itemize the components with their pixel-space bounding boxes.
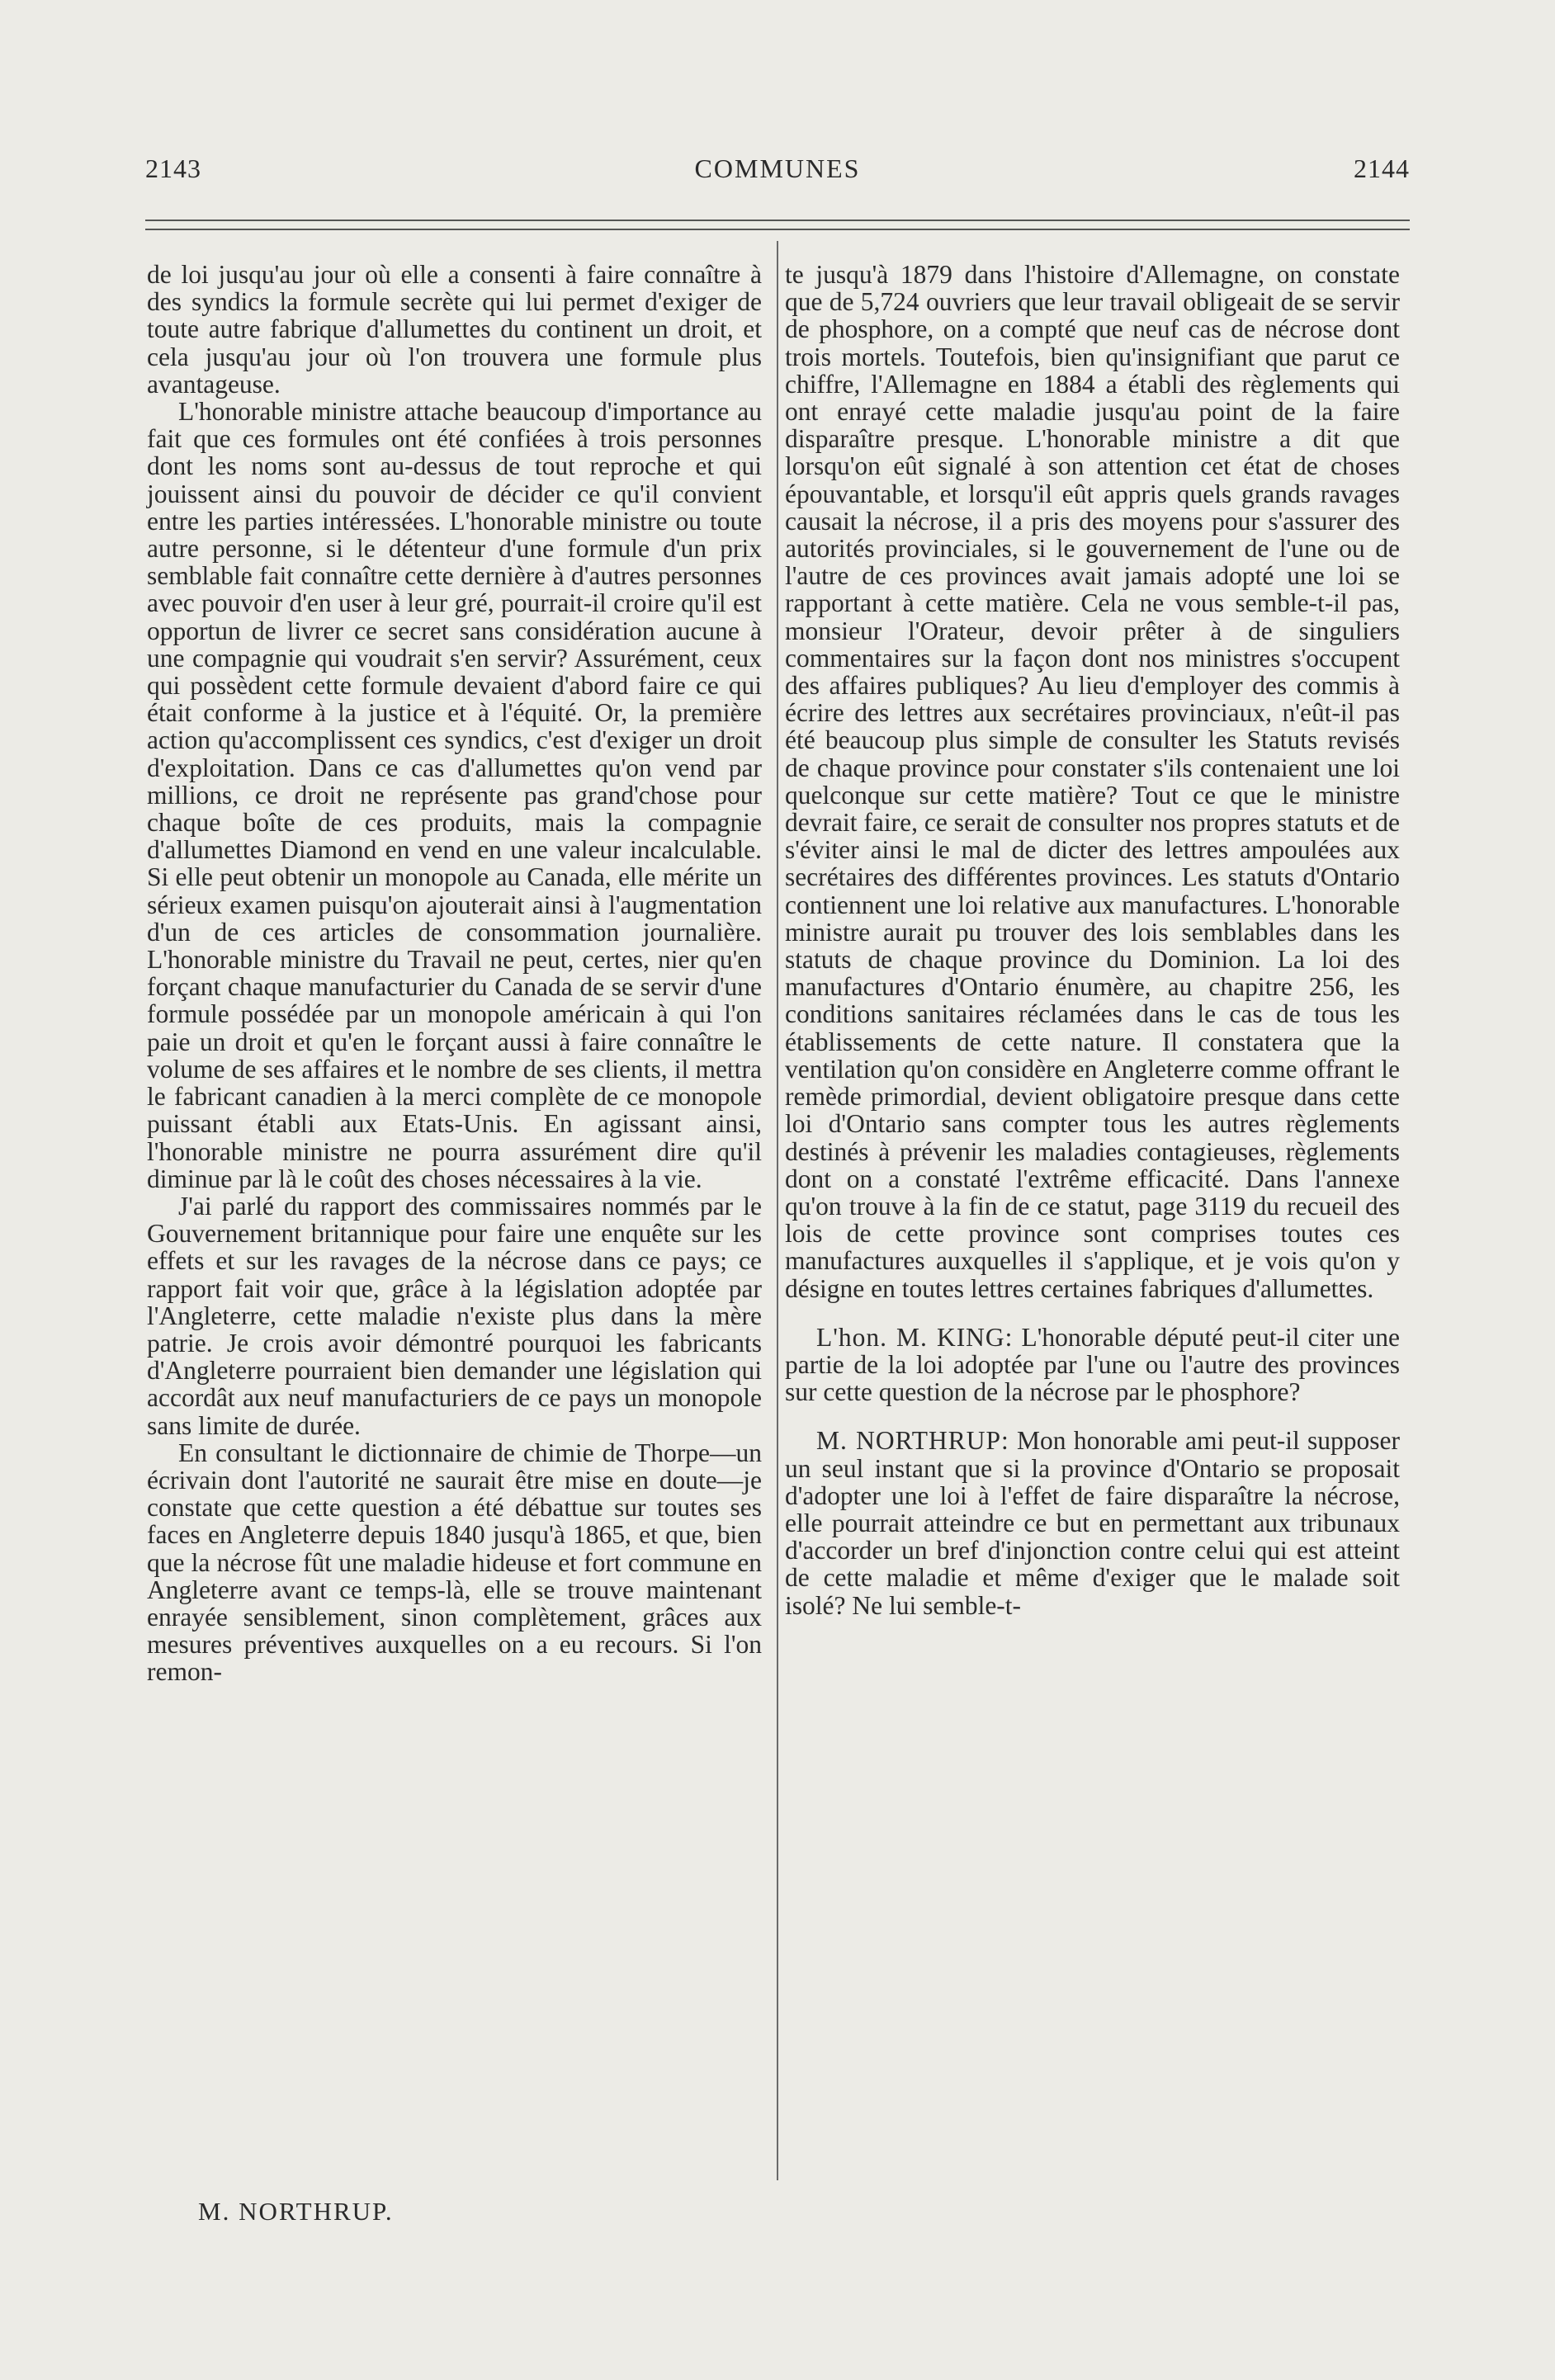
- speaker-name: L'hon. M. KING:: [816, 1322, 1014, 1352]
- paragraph-king: [785, 1324, 1400, 1406]
- speaker-name: M. NORTHRUP:: [816, 1426, 1009, 1456]
- paragraph: te jusqu'à 1879 dans l'histoire d'Allemagne, on constate que de 5,724 ouvriers que leur travail obligeait de se servir de phosphore, on a compté que neuf cas de nécrose dont trois mortels. Toutefois, bien qu'insignifiant que parut ce chiffre, l'Allemagne en 1884 a établi des règlements qui ont enrayé cette maladie jusqu'au point de la faire disparaître presque. L'honorable ministre a dit que lorsqu'on eût signalé à son attention cet état de choses épouvantable, et lorsqu'il eût appris quels grands ravages causait la nécrose, il a pris des moyens pour s'assurer des autorités provinciales, si le gouvernement de l'une ou de l'autre de ces provinces avait jamais adopté une loi se rapportant à cette matière. Cela ne vous semble-t-il pas, monsieur l'Orateur, devoir prêter à de singuliers commentaires sur la façon dont nos ministres s'occupent des affaires publiques? Au lieu d'employer des commis à écrire des lettres aux secrétaires provinciaux, n'eût-il pas été beaucoup plus simple de consulter les Statuts revisés de chaque province pour constater s'ils contenaient une loi quelconque sur cette matière? Tout ce que le ministre devrait faire, ce serait de consulter nos propres statuts et de s'éviter ainsi le mal de dicter des lettres ampoulées aux secrétaires des différentes provinces. Les statuts d'Ontario contiennent une loi relative aux manufactures. L'honorable ministre aurait pu trouver des lois semblables dans les statuts de chaque province du Dominion. La loi des manufactures d'Ontario énumère, au chapitre 256, les conditions sanitaires réclamées dans le cas de tous les établissements de cette nature. Il constatera que la ventilation qu'on considère en Angleterre comme offrant le remède primordial, devient obligatoire presque dans cette loi d'Ontario sans compter tous les autres règlements destinés à prévenir les maladies contagieuses, règlements dont on a constaté l'extrême efficacité. Dans l'annexe qu'on trouve à la fin de ce statut, page 3119 du recueil des lois de cette province sont comprises toutes ces manufactures auxquelles il s'applique, et je vois qu'on y désigne en toutes lettres certaines fabriques d'allumettes.: [785, 260, 1400, 1303]
- running-title: COMMUNES: [694, 153, 861, 183]
- paragraph-northrup: [785, 1427, 1400, 1618]
- page-number-left: 2143: [145, 153, 201, 183]
- signature-northrup: M. NORTHRUP.: [198, 2197, 394, 2226]
- page-number-right: 2144: [1354, 153, 1410, 183]
- speech-text: L'honorable député peut-il citer une partie de la loi adoptée par l'une ou l'autre des provinces sur cette question de la nécrose par le phosphore?: [785, 1322, 1400, 1407]
- header-rule-bottom: [145, 229, 1410, 230]
- speech-text: Mon honorable ami peut-il supposer un seul instant que si la province d'Ontario se proposait d'adopter une loi à l'effet de faire disparaître la nécrose, elle pourrait atteindre ce but en permettant aux tribunaux d'accorder un bref d'injonction contre celui qui est atteint de cette maladie et même d'exiger que le malade soit isolé? Ne lui semble-t-: [785, 1426, 1400, 1620]
- column-divider: [777, 241, 778, 2180]
- left-column: [147, 261, 762, 1686]
- paragraph: J'ai parlé du rapport des commissaires nommés par le Gouvernement britannique pour faire une enquête sur les effets et sur les ravages de la nécrose dans ce pays; ce rapport fait voir que, grâce à la législation adoptée par l'Angleterre, cette maladie n'existe plus dans la mère patrie. Je crois avoir démontré pourquoi les fabricants d'Angleterre pourraient bien demander une législation qui accordât aux neuf manufacturiers de ce pays un monopole sans limite de durée.: [147, 1191, 762, 1440]
- paragraph: L'honorable ministre attache beaucoup d'importance au fait que ces formules ont été confiées à trois personnes dont les noms sont au-dessus de tout reproche et qui jouissent ainsi du pouvoir de décider ce qu'il convient entre les parties intéressées. L'honorable ministre ou toute autre personne, si le détenteur d'une formule d'un prix semblable fait connaître cette dernière à d'autres personnes avec pouvoir d'en user à leur gré, pourrait-il croire qu'il est opportun de livrer ce secret sans considération aucune à une compagnie qui voudrait s'en servir? Assurément, ceux qui possèdent cette formule devaient d'abord faire ce qui était conforme à la justice et à l'équité. Or, la première action qu'accomplissent ces syndics, c'est d'exiger un droit d'exploitation. Dans ce cas d'allumettes qu'on vend par millions, ce droit ne représente pas grand'chose pour chaque boîte de ces produits, mais la compagnie d'allumettes Diamond en vend en une valeur incalculable. Si elle peut obtenir un monopole au Canada, elle mérite un sérieux examen puisqu'on ajouterait ainsi à l'augmentation d'un de ces articles de consommation journalière. L'honorable ministre du Travail ne peut, certes, nier qu'en forçant chaque manufacturier du Canada de se servir d'une formule possédée par un monopole américain à qui l'on paie un droit et qu'en le forçant aussi à faire connaître le volume de ses affaires et le nombre de ses clients, il mettra le fabricant canadien à la merci complète de ce monopole puissant établi aux Etats-Unis. En agissant ainsi, l'honorable ministre ne pourra assurément dire qu'il diminue par là le coût des choses nécessaires à la vie.: [147, 397, 762, 1193]
- paragraph: En consultant le dictionnaire de chimie de Thorpe—un écrivain dont l'autorité ne saurait être mise en doute—je constate que cette question a été débattue sur toutes ses faces en Angleterre depuis 1840 jusqu'à 1865, et que, bien que la nécrose fût une maladie hideuse et fort commune en Angleterre avant ce temps-là, elle se trouve maintenant enrayée sensiblement, sinon complètement, grâces aux mesures préventives auxquelles on a eu recours. Si l'on remon-: [147, 1438, 762, 1687]
- header-rule-top: [145, 220, 1410, 221]
- right-column: [785, 261, 1400, 1619]
- paragraph: de loi jusqu'au jour où elle a consenti à faire connaître à des syndics la formule secrète qui lui permet d'exiger de toute autre fabrique d'allumettes du continent un droit, et cela jusqu'au jour où l'on trouvera une formule plus avantageuse.: [147, 260, 762, 399]
